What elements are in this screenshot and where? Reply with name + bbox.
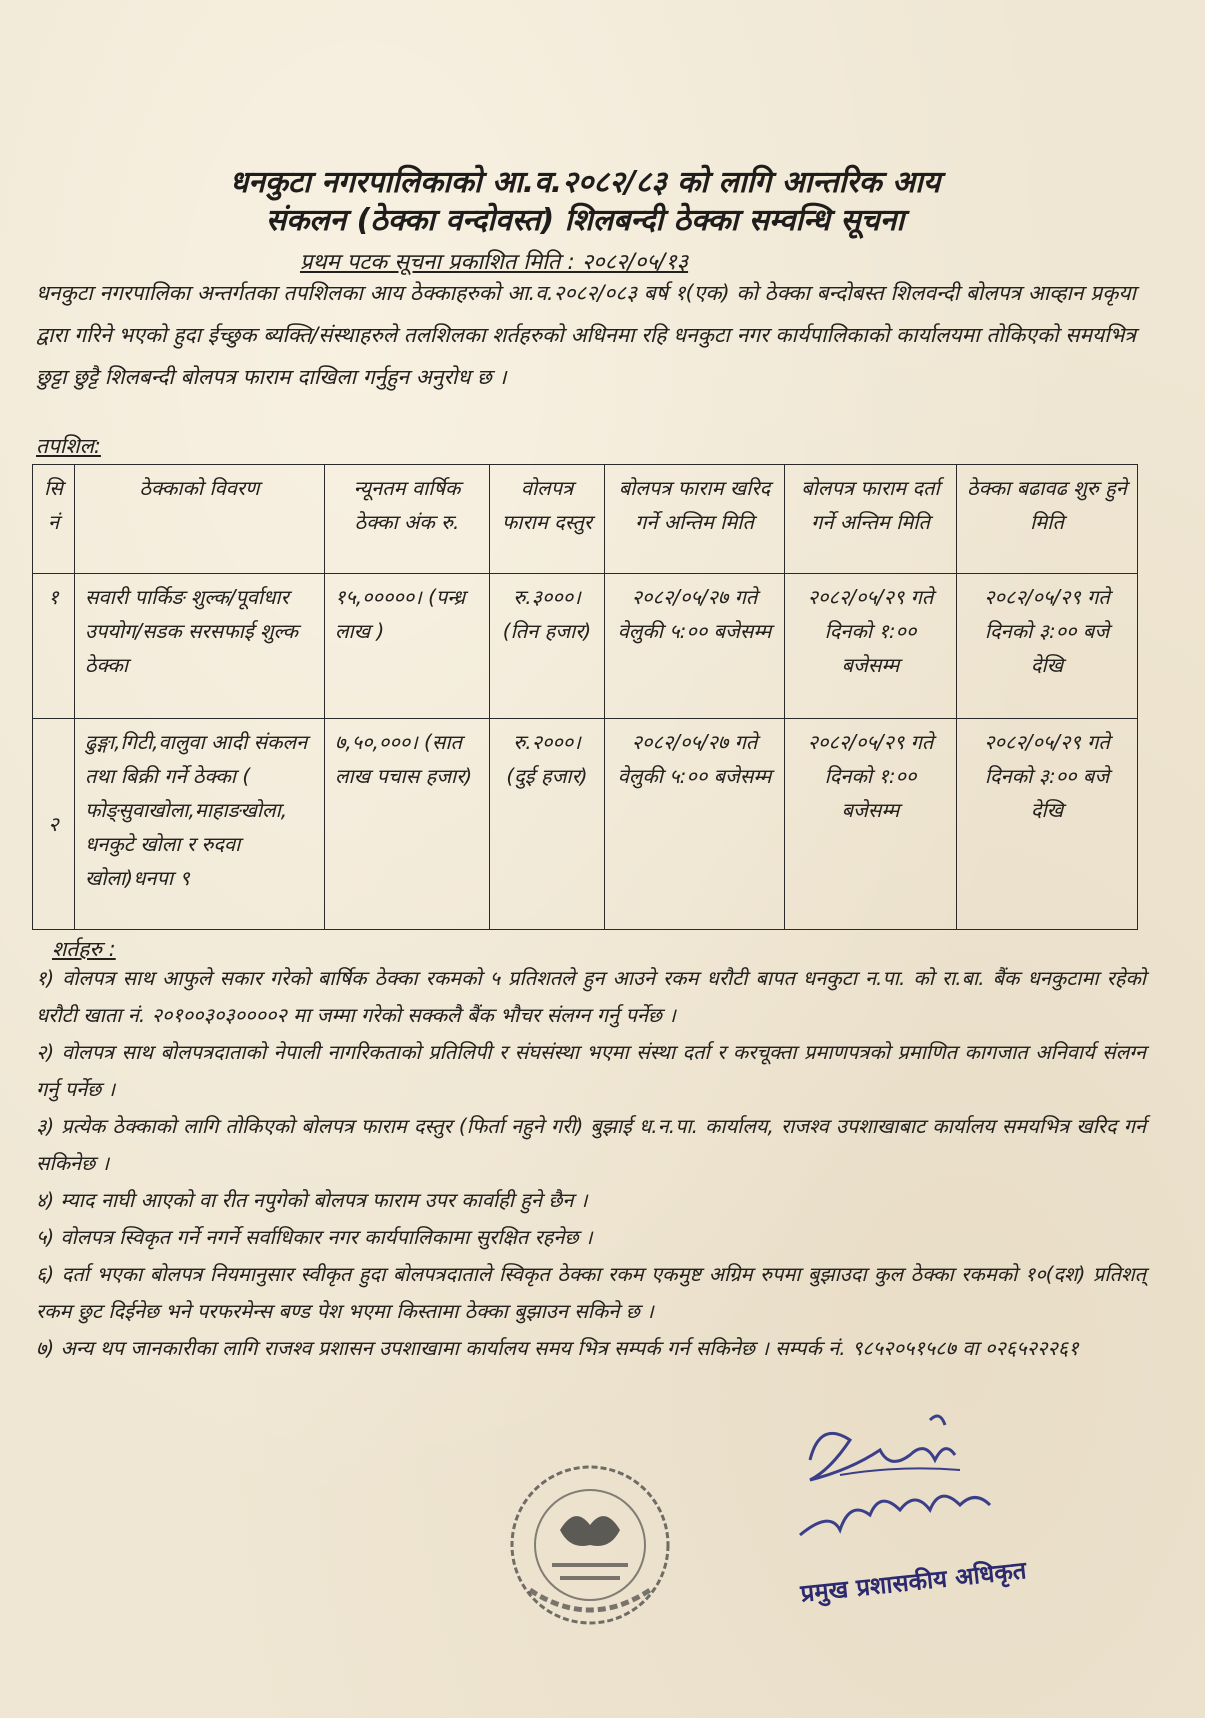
intro-paragraph: धनकुटा नगरपालिका अन्तर्गतका तपशिलका आय ठेक्काहरुको आ.व.२०८२/०८३ बर्ष १(एक) को ठेक्का बन्दोबस्त शिलवन्दी बोलपत्र आव्हान प्रकृया द्वारा गरिने भएको हुदा ईच्छुक ब्यक्ति/संस्थाहरुले तलशिलका शर्तहरुको अधिनमा रहि धनकुटा नगर कार्यपालिकाको कार्यालयमा तोकिएको समयभित्र छुट्टा छुट्टै शिलबन्दी बोलपत्र फाराम दाखिला गर्नुहुन अनुरोध छ । (36, 281, 1136, 389)
row-bidding-start: २०८२/०५/२९ गते दिनको ३:०० बजे देखि (957, 574, 1138, 719)
row-submission-deadline: २०८२/०५/२९ गते दिनको १:०० बजेसम्म (785, 719, 957, 930)
condition-item: ६) दर्ता भएका बोलपत्र नियमानुसार स्वीकृत हुदा बोलपत्रदाताले स्विकृत ठेक्का रकम एकमुष्ट अग्रिम रुपमा बुझाउदा कुल ठेक्का रकमको १०(दश) प्रतिशत् रकम छुट दिईनेछ भने परफरमेन्स बण्ड पेश भएमा किस्तामा ठेक्का बुझाउन सकिने छ । (36, 1262, 1146, 1323)
conditions-list (36, 960, 1146, 1367)
condition-item: ५) वोलपत्र स्विकृत गर्ने नगर्ने सर्वाधिकार नगर कार्यपालिकामा सुरक्षित रहनेछ । (36, 1225, 593, 1249)
header-bidding-start: ठेक्का बढावढ शुरु हुने मिति (957, 465, 1138, 574)
conditions-heading: शर्तहरु : (52, 937, 116, 961)
row-serial: १ (33, 574, 75, 719)
notice-title-line-2: संकलन (ठेक्का वन्दोवस्त) शिलबन्दी ठेक्का सम्वन्धि सूचना (265, 203, 905, 238)
table-row (33, 574, 1138, 719)
header-description: ठेक्काको विवरण (75, 465, 325, 574)
row-form-fee: रु.२०००। (दुई हजार) (490, 719, 605, 930)
header-serial: सि नं (33, 465, 75, 574)
row-submission-deadline: २०८२/०५/२९ गते दिनको १:०० बजेसम्म (785, 574, 957, 719)
signatory-title: प्रमुख प्रशासकीय अधिकृत (799, 1556, 1028, 1608)
row-description: ढुङ्गा,गिटी,वालुवा आदी संकलन तथा बिक्री गर्ने ठेक्का ( फोङ्सुवाखोला,माहाङखोला, धनकुटे खोला र रुदवा खोला)धनपा ९ (75, 719, 325, 930)
row-bidding-start: २०८२/०५/२९ गते दिनको ३:०० बजे देखि (957, 719, 1138, 930)
row-serial: २ (33, 719, 75, 930)
notice-title-line-1: धनकुटा नगरपालिकाको आ.व.२०८२/८३ को लागि आन्तरिक आय (229, 165, 941, 200)
table-header-row (33, 465, 1138, 574)
condition-item: ४) म्याद नाघी आएको वा रीत नपुगेको बोलपत्र फाराम उपर कार्वाही हुने छैन । (36, 1188, 588, 1212)
row-minimum-amount: १५,०००००। (पन्ध्र लाख ) (325, 574, 490, 719)
publication-date: प्रथम पटक सूचना प्रकाशित मिति : २०८२/०५/१३ (300, 250, 689, 275)
row-minimum-amount: ७,५०,०००। (सात लाख पचास हजार) (325, 719, 490, 930)
table-caption: तपशिल: (36, 434, 101, 458)
table-row (33, 719, 1138, 930)
condition-item: ३) प्रत्येक ठेक्काको लागि तोकिएको बोलपत्र फाराम दस्तुर (फिर्ता नहुने गरी) बुझाई ध.न.पा. कार्यालय, राजश्व उपशाखाबाट कार्यालय समयभित्र खरिद गर्न सकिनेछ । (36, 1114, 1146, 1175)
condition-item: २) वोलपत्र साथ बोलपत्रदाताको नेपाली नागरिकताको प्रतिलिपी र संघसंस्था भएमा संस्था दर्ता र करचूक्ता प्रमाणपत्रको प्रमाणित कागजात अनिवार्य संलग्न गर्नु पर्नेछ । (36, 1040, 1146, 1101)
header-minimum-amount: न्यूनतम वार्षिक ठेक्का अंक रु. (325, 465, 490, 574)
row-purchase-deadline: २०८२/०५/२७ गते वेलुकी ५:०० बजेसम्म (605, 719, 785, 930)
office-seal-stamp (490, 1450, 690, 1650)
header-submission-deadline: बोलपत्र फाराम दर्ता गर्ने अन्तिम मिति (785, 465, 957, 574)
row-description: सवारी पार्किङ शुल्क/पूर्वाधार उपयोग/सडक सरसफाई शुल्क ठेक्का (75, 574, 325, 719)
handwritten-signature (780, 1400, 1080, 1580)
header-purchase-deadline: बोलपत्र फाराम खरिद गर्ने अन्तिम मिति (605, 465, 785, 574)
row-purchase-deadline: २०८२/०५/२७ गते वेलुकी ५:०० बजेसम्म (605, 574, 785, 719)
row-form-fee: रु.३०००। (तिन हजार) (490, 574, 605, 719)
contract-table (32, 464, 1138, 930)
header-form-fee: वोलपत्र फाराम दस्तुर (490, 465, 605, 574)
condition-item: १) वोलपत्र साथ आफुले सकार गरेको बार्षिक ठेक्का रकमको ५ प्रतिशतले हुन आउने रकम धरौटी बापत धनकुटा न.पा. को रा.बा. बैंक धनकुटामा रहेको धरौटी खाता नं. २०१००३०३००००२ मा जम्मा गरेको सक्कलै बैंक भौचर संलग्न गर्नु पर्नेछ । (36, 966, 1146, 1027)
condition-item: ७) अन्य थप जानकारीका लागि राजश्व प्रशासन उपशाखामा कार्यालय समय भित्र सम्पर्क गर्न सकिनेछ । सम्पर्क नं. ९८५२०५१५८७ वा ०२६५२२२६१ (36, 1336, 1079, 1360)
